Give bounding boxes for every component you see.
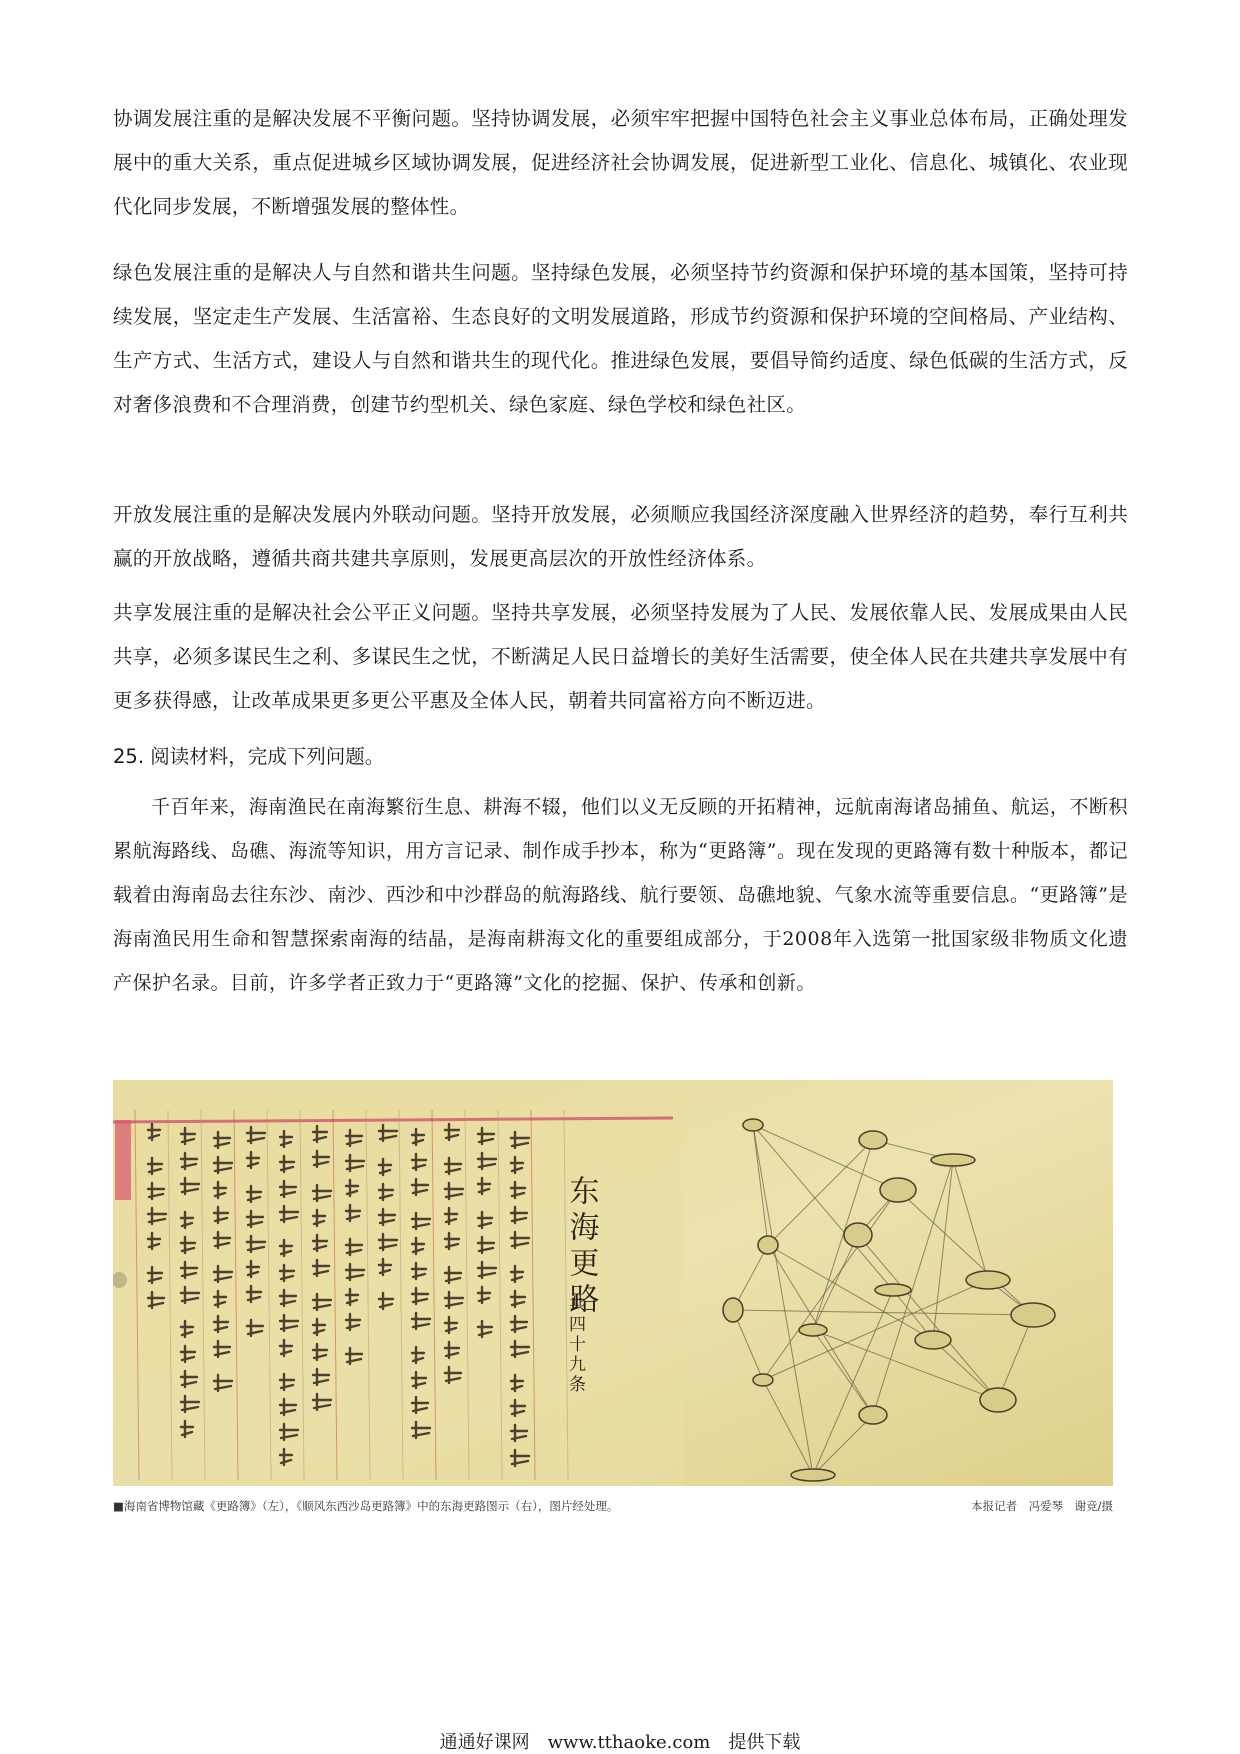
- island-shape: [1011, 1303, 1055, 1327]
- island-shape: [875, 1284, 911, 1296]
- caption-right: 本报记者 冯爱琴 谢竞/摄: [971, 1499, 1113, 1513]
- paragraph-open-development: 开放发展注重的是解决发展内外联动问题。坚持开放发展，必须顺应我国经济深度融入世界经济的趋势，奉行互利共赢的开放战略，遵循共商共建共享原则，发展更高层次的开放性经济体系。: [113, 503, 1128, 570]
- island-shape: [844, 1223, 872, 1247]
- island-shape: [791, 1469, 835, 1481]
- island-shape: [758, 1236, 778, 1254]
- island-shape: [966, 1271, 1010, 1289]
- book-title: 东海更路: [563, 1175, 599, 1319]
- paragraph-shared-development: 共享发展注重的是解决社会公平正义问题。坚持共享发展，必须坚持发展为了人民、发展依靠人民、发展成果由人民共享，必须多谋民生之利、多谋民生之忧，不断满足人民日益增长的美好生活需要，使全体人民在共建共享发展中有更多获得感，让改革成果更多更公平惠及全体人民，朝着共同富裕方向不断迈进。: [113, 601, 1128, 712]
- island-shape: [859, 1131, 887, 1149]
- island-shape: [915, 1331, 951, 1349]
- red-stripe: [115, 1120, 131, 1200]
- island-shape: [880, 1178, 916, 1202]
- island-shape: [859, 1406, 887, 1424]
- island-shape: [980, 1388, 1016, 1412]
- book-subtitle: 共四十九条: [565, 1295, 585, 1395]
- island-shape: [753, 1374, 773, 1386]
- island-shape: [743, 1119, 763, 1131]
- caption-left: ■海南省博物馆藏《更路簿》（左），《顺风东西沙岛更路簿》中的东海更路图示（右），图片经处理。: [113, 1499, 619, 1513]
- island-shape: [799, 1324, 827, 1336]
- island-shape: [931, 1154, 975, 1166]
- genglubu-image: [113, 1080, 1113, 1486]
- page-footer: 通通好课网 www.tthaoke.com 提供下载: [439, 1732, 801, 1753]
- paragraph-green-development: 绿色发展注重的是解决人与自然和谐共生问题。坚持绿色发展，必须坚持节约资源和保护环境的基本国策，坚持可持续发展，坚定走生产发展、生活富裕、生态良好的文明发展道路，形成节约资源和保护环境的空间格局、产业结构、生产方式、生活方式，建设人与自然和谐共生的现代化。推进绿色发展，要倡导简约适度、绿色低碳的生活方式，反对奢侈浪费和不合理消费，创建节约型机关、绿色家庭、绿色学校和绿色社区。: [113, 261, 1128, 416]
- question-25-material: 千百年来，海南渔民在南海繁衍生息、耕海不辍，他们以义无反顾的开拓精神，远航南海诸岛捕鱼、航运，不断积累航海路线、岛礁、海流等知识，用方言记录、制作成手抄本，称为“更路簿”。现在发现的更路簿有数十种版本，都记载着由海南岛去往东沙、南沙、西沙和中沙群岛的航海路线、航行要领、岛礁地貌、气象水流等重要信息。“更路簿”是海南渔民用生命和智慧探索南海的结晶，是海南耕海文化的重要组成部分，于2008年入选第一批国家级非物质文化遗产保护名录。目前，许多学者正致力于“更路簿”文化的挖掘、保护、传承和创新。: [113, 796, 1128, 994]
- genglubu-figure: [113, 1080, 1113, 1486]
- paragraph-coordinated-development: 协调发展注重的是解决发展不平衡问题。坚持协调发展，必须牢牢把握中国特色社会主义事业总体布局，正确处理发展中的重大关系，重点促进城乡区域协调发展，促进经济社会协调发展，促进新型工业化、信息化、城镇化、农业现代化同步发展，不断增强发展的整体性。: [113, 107, 1128, 218]
- question-25-title: 25. 阅读材料，完成下列问题。: [113, 745, 385, 768]
- island-shape: [723, 1298, 743, 1322]
